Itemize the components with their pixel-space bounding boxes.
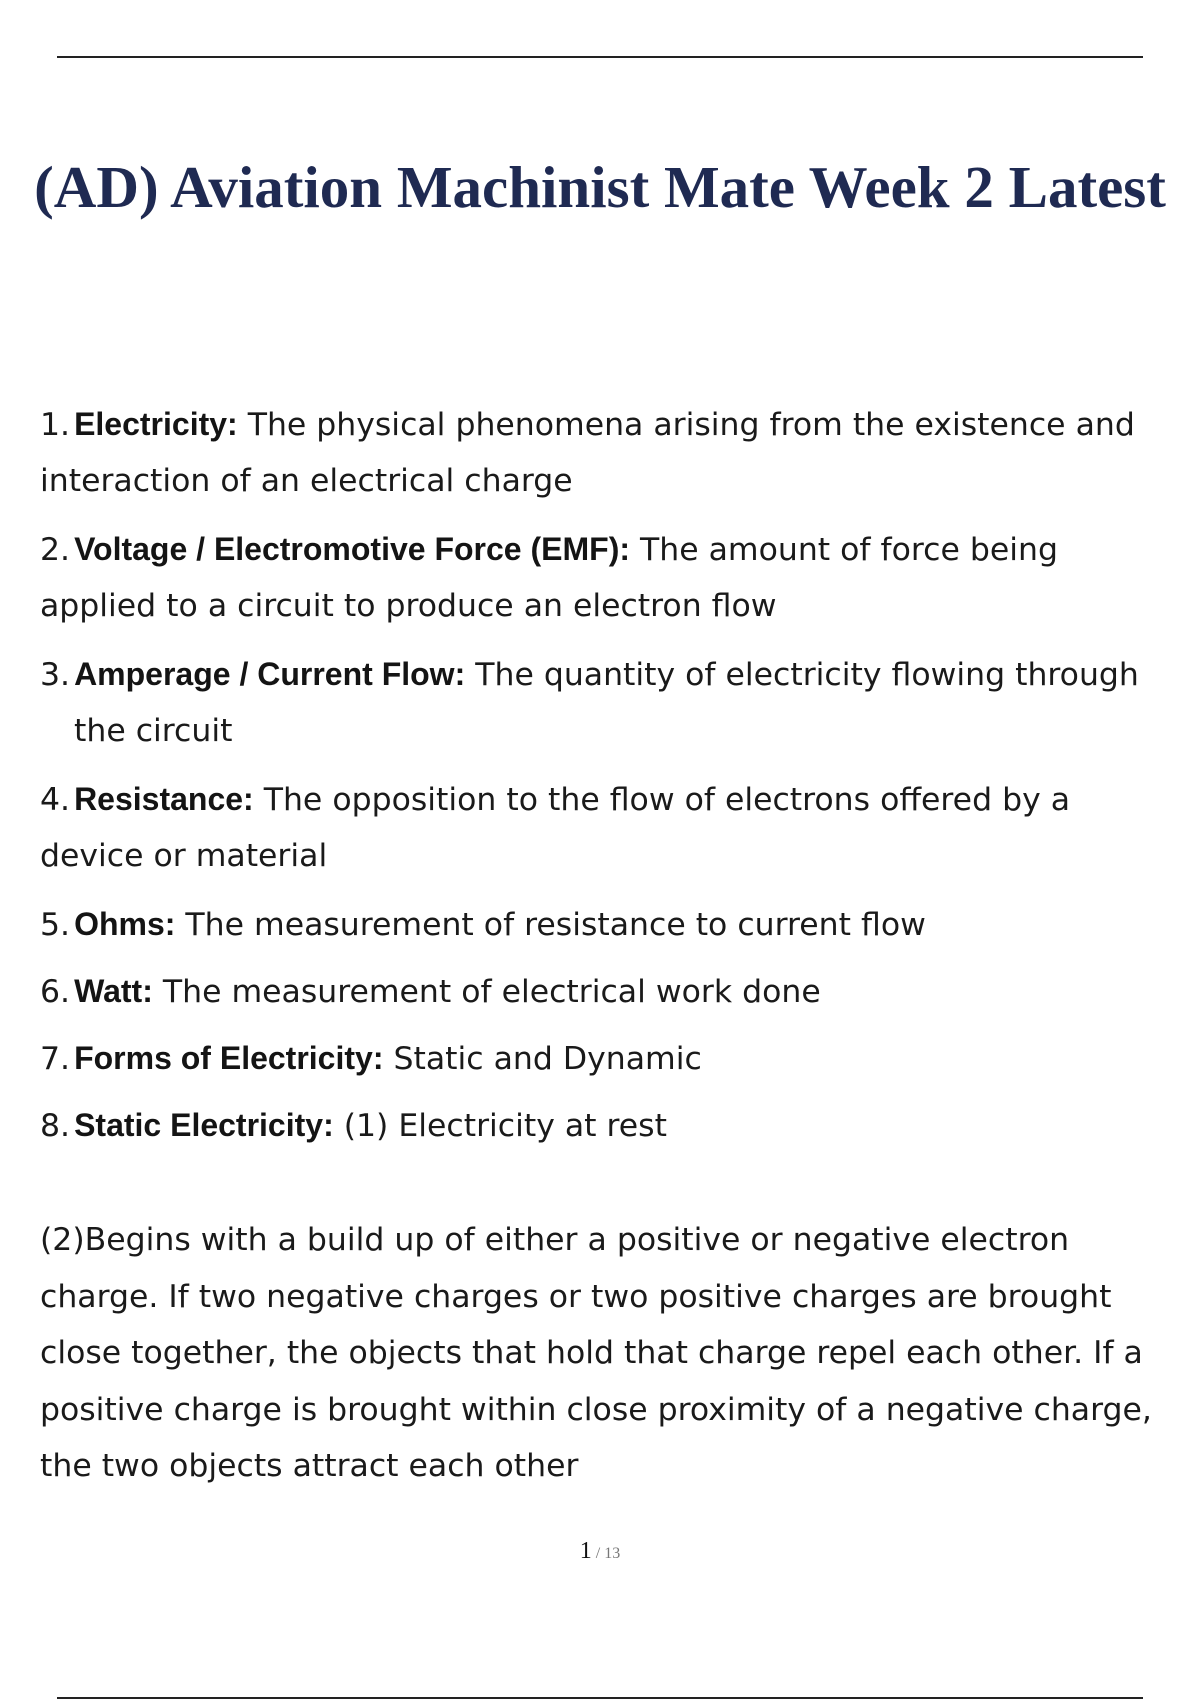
term-number: 7. bbox=[40, 1041, 71, 1077]
term-number: 4. bbox=[40, 782, 71, 818]
term-label: Watt: bbox=[74, 973, 153, 1009]
term-number: 6. bbox=[40, 974, 71, 1010]
term-item bbox=[40, 396, 1180, 509]
term-definition: The measurement of electrical work done bbox=[152, 974, 821, 1010]
page-number bbox=[0, 1538, 1200, 1565]
term-label: Voltage / Electromotive Force (EMF): bbox=[74, 531, 630, 567]
term-label: Resistance: bbox=[74, 781, 254, 817]
term-definition: The opposition to the flow of electrons offered by a device or material bbox=[40, 782, 1071, 874]
term-item bbox=[40, 1030, 1180, 1087]
term-item bbox=[40, 1097, 1180, 1154]
term-definition: The physical phenomena arising from the existence and interaction of an electrical charge bbox=[40, 407, 1135, 499]
term-label: Electricity: bbox=[74, 406, 238, 442]
header-rule bbox=[57, 56, 1143, 58]
term-number: 5. bbox=[40, 907, 71, 943]
document-title: (AD) Aviation Machinist Mate Week 2 Latest bbox=[34, 154, 1166, 220]
page-total: 13 bbox=[604, 1545, 621, 1562]
paragraph-text: Begins with a build up of either a positive or negative electron charge. If two negative charges or two positive charges are brought close together, the objects that hold that charge repel each other. If a positive charge is brought within close proximity of a negative charge, the two objects attract each other bbox=[40, 1222, 1152, 1484]
term-label: Ohms: bbox=[74, 906, 176, 942]
document-body bbox=[40, 396, 1180, 1495]
term-number: 1. bbox=[40, 407, 71, 443]
footer-rule bbox=[57, 1697, 1143, 1699]
term-label: Amperage / Current Flow: bbox=[74, 656, 466, 692]
static-electricity-paragraph bbox=[40, 1212, 1190, 1495]
page-separator: / bbox=[591, 1545, 605, 1562]
page-current: 1 bbox=[579, 1538, 592, 1564]
term-item bbox=[40, 521, 1180, 634]
term-label: Forms of Electricity: bbox=[74, 1040, 384, 1076]
paragraph-marker: (2) bbox=[40, 1222, 85, 1258]
term-label: Static Electricity: bbox=[74, 1107, 334, 1143]
term-definition: The measurement of resistance to current flow bbox=[175, 907, 926, 943]
term-number: 3. bbox=[40, 657, 71, 693]
term-item bbox=[40, 896, 1180, 953]
term-definition: The amount of force being applied to a circuit to produce an electron flow bbox=[40, 532, 1058, 624]
term-number: 8. bbox=[40, 1108, 71, 1144]
term-definition: Static and Dynamic bbox=[383, 1041, 702, 1077]
term-definition: (1) Electricity at rest bbox=[333, 1108, 667, 1144]
term-number: 2. bbox=[40, 532, 71, 568]
term-definition: The quantity of electricity flowing through the circuit bbox=[74, 657, 1139, 749]
term-item bbox=[40, 963, 1180, 1020]
term-item bbox=[40, 771, 1180, 884]
term-item bbox=[40, 646, 1180, 759]
